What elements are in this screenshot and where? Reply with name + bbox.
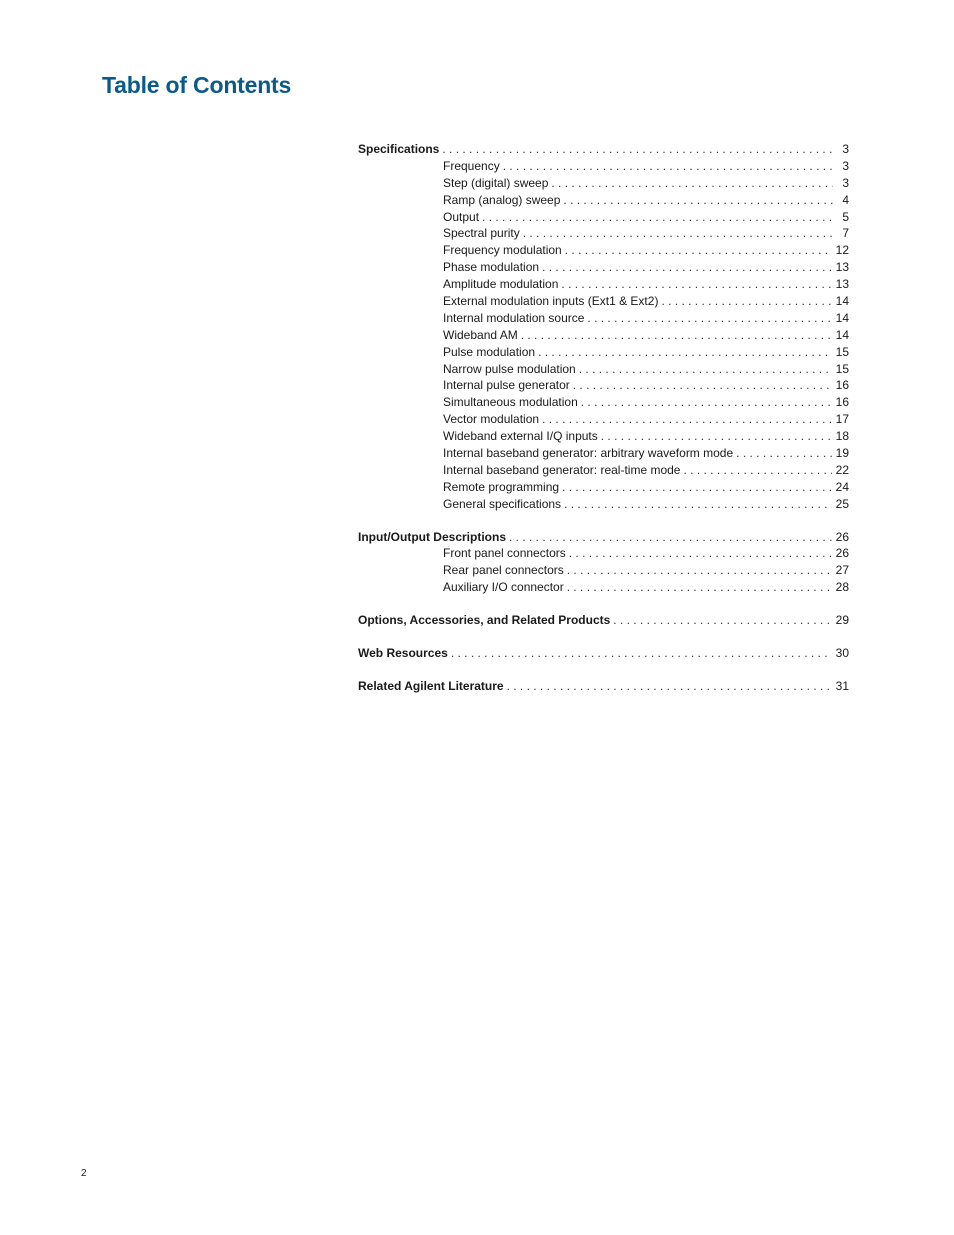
- toc-entry[interactable]: [358, 462, 849, 479]
- toc-entry-page: 26: [835, 546, 849, 561]
- dot-leader: [579, 361, 832, 378]
- dot-leader: [661, 293, 831, 310]
- page-title: Table of Contents: [102, 72, 292, 98]
- toc-section-entry[interactable]: [358, 141, 849, 158]
- toc-entry[interactable]: [358, 479, 849, 496]
- toc-entry-label: Ramp (analog) sweep: [443, 192, 561, 207]
- toc-entry[interactable]: [358, 579, 849, 596]
- toc-entry-page: 15: [835, 361, 849, 376]
- dot-leader: [521, 327, 832, 344]
- toc-entry-label: Options, Accessories, and Related Products: [358, 613, 611, 628]
- dot-leader: [581, 394, 832, 411]
- toc-entry-label: Spectral purity: [443, 226, 520, 241]
- toc-entry-page: 14: [835, 310, 849, 325]
- toc-entry-label: Narrow pulse modulation: [443, 361, 576, 376]
- dot-leader: [509, 529, 832, 546]
- toc-entry-page: 13: [835, 260, 849, 275]
- table-of-contents: [358, 141, 849, 711]
- toc-entry-page: 14: [835, 327, 849, 342]
- toc-entry-label: Auxiliary I/O connector: [443, 580, 564, 595]
- toc-entry-label: Web Resources: [358, 646, 448, 661]
- dot-leader: [523, 225, 833, 242]
- toc-entry-label: Remote programming: [443, 479, 560, 494]
- toc-entry[interactable]: [358, 259, 849, 276]
- toc-entry-label: Amplitude modulation: [443, 277, 559, 292]
- toc-entry-page: 24: [835, 479, 849, 494]
- toc-entry[interactable]: [358, 327, 849, 344]
- toc-section: [358, 678, 849, 695]
- toc-entry-label: Wideband external I/Q inputs: [443, 429, 598, 444]
- toc-entry-page: 15: [835, 344, 849, 359]
- dot-leader: [561, 276, 831, 293]
- dot-leader: [542, 259, 832, 276]
- toc-entry-page: 25: [835, 496, 849, 511]
- toc-entry-label: Simultaneous modulation: [443, 395, 578, 410]
- dot-leader: [538, 344, 832, 361]
- toc-entry-label: Front panel connectors: [443, 546, 566, 561]
- toc-entry[interactable]: [358, 293, 849, 310]
- toc-entry-page: 3: [842, 158, 849, 173]
- toc-entry[interactable]: [358, 377, 849, 394]
- dot-leader: [442, 141, 833, 158]
- toc-section: [358, 645, 849, 662]
- toc-entry-label: External modulation inputs (Ext1 & Ext2): [443, 294, 659, 309]
- dot-leader: [569, 545, 832, 562]
- toc-section-entry[interactable]: [358, 678, 849, 695]
- toc-entry-label: Input/Output Descriptions: [358, 529, 506, 544]
- dot-leader: [601, 428, 832, 445]
- toc-entry-page: 27: [835, 563, 849, 578]
- toc-entry-label: Wideband AM: [443, 327, 518, 342]
- dot-leader: [587, 310, 831, 327]
- dot-leader: [683, 462, 831, 479]
- toc-entry-label: General specifications: [443, 496, 562, 511]
- toc-entry-page: 17: [835, 412, 849, 427]
- toc-entry[interactable]: [358, 209, 849, 226]
- toc-entry[interactable]: [358, 562, 849, 579]
- toc-entry-label: Internal baseband generator: arbitrary waveform mode: [443, 446, 734, 461]
- toc-entry-label: Internal baseband generator: real-time mode: [443, 462, 681, 477]
- dot-leader: [736, 445, 831, 462]
- toc-entry-page: 7: [842, 226, 849, 241]
- toc-entry-label: Rear panel connectors: [443, 563, 564, 578]
- toc-entry[interactable]: [358, 496, 849, 513]
- dot-leader: [564, 496, 832, 513]
- dot-leader: [613, 612, 831, 629]
- toc-entry-page: 5: [842, 209, 849, 224]
- toc-section: [358, 141, 849, 513]
- toc-entry-label: Frequency modulation: [443, 243, 562, 258]
- toc-entry[interactable]: [358, 192, 849, 209]
- toc-entry-page: 3: [842, 175, 849, 190]
- dot-leader: [565, 242, 832, 259]
- toc-entry-page: 31: [835, 678, 849, 693]
- toc-entry-label: Phase modulation: [443, 260, 540, 275]
- dot-leader: [451, 645, 832, 662]
- toc-section-entry[interactable]: [358, 529, 849, 546]
- page-number: 2: [81, 1168, 87, 1179]
- toc-entry-page: 19: [835, 446, 849, 461]
- toc-entry-page: 26: [835, 529, 849, 544]
- toc-section: [358, 529, 849, 597]
- toc-entry-page: 29: [835, 613, 849, 628]
- dot-leader: [507, 678, 832, 695]
- toc-entry-label: Pulse modulation: [443, 344, 536, 359]
- toc-entry-label: Frequency: [443, 158, 500, 173]
- dot-leader: [573, 377, 832, 394]
- dot-leader: [562, 479, 832, 496]
- toc-entry-label: Step (digital) sweep: [443, 175, 549, 190]
- toc-entry[interactable]: [358, 361, 849, 378]
- dot-leader: [563, 192, 833, 209]
- toc-entry-page: 16: [835, 395, 849, 410]
- toc-entry[interactable]: [358, 158, 849, 175]
- toc-entry-page: 30: [835, 646, 849, 661]
- toc-entry-page: 4: [842, 192, 849, 207]
- toc-entry-page: 22: [835, 462, 849, 477]
- toc-section-entry[interactable]: [358, 612, 849, 629]
- toc-entry[interactable]: [358, 225, 849, 242]
- toc-entry[interactable]: [358, 276, 849, 293]
- toc-entry[interactable]: [358, 428, 849, 445]
- toc-section: [358, 612, 849, 629]
- toc-entry[interactable]: [358, 310, 849, 327]
- toc-entry-label: Internal modulation source: [443, 310, 585, 325]
- dot-leader: [482, 209, 833, 226]
- toc-entry[interactable]: [358, 411, 849, 428]
- toc-entry-page: 16: [835, 378, 849, 393]
- dot-leader: [542, 411, 832, 428]
- toc-entry[interactable]: [358, 242, 849, 259]
- toc-entry-page: 14: [835, 294, 849, 309]
- dot-leader: [567, 579, 832, 596]
- toc-section-entry[interactable]: [358, 645, 849, 662]
- toc-entry-label: Related Agilent Literature: [358, 678, 504, 693]
- toc-entry-page: 18: [835, 429, 849, 444]
- toc-entry[interactable]: [358, 344, 849, 361]
- toc-entry[interactable]: [358, 394, 849, 411]
- toc-entry-label: Vector modulation: [443, 412, 540, 427]
- toc-entry-label: Specifications: [358, 142, 440, 156]
- toc-entry-page: 28: [835, 580, 849, 595]
- dot-leader: [551, 175, 833, 192]
- dot-leader: [567, 562, 832, 579]
- toc-entry[interactable]: [358, 175, 849, 192]
- toc-entry-page: 12: [835, 243, 849, 258]
- toc-entry-page: 3: [842, 142, 849, 156]
- toc-entry-label: Output: [443, 209, 480, 224]
- toc-entry-page: 13: [835, 277, 849, 292]
- toc-entry[interactable]: [358, 445, 849, 462]
- toc-entry-label: Internal pulse generator: [443, 378, 570, 393]
- toc-entry[interactable]: [358, 545, 849, 562]
- dot-leader: [503, 158, 833, 175]
